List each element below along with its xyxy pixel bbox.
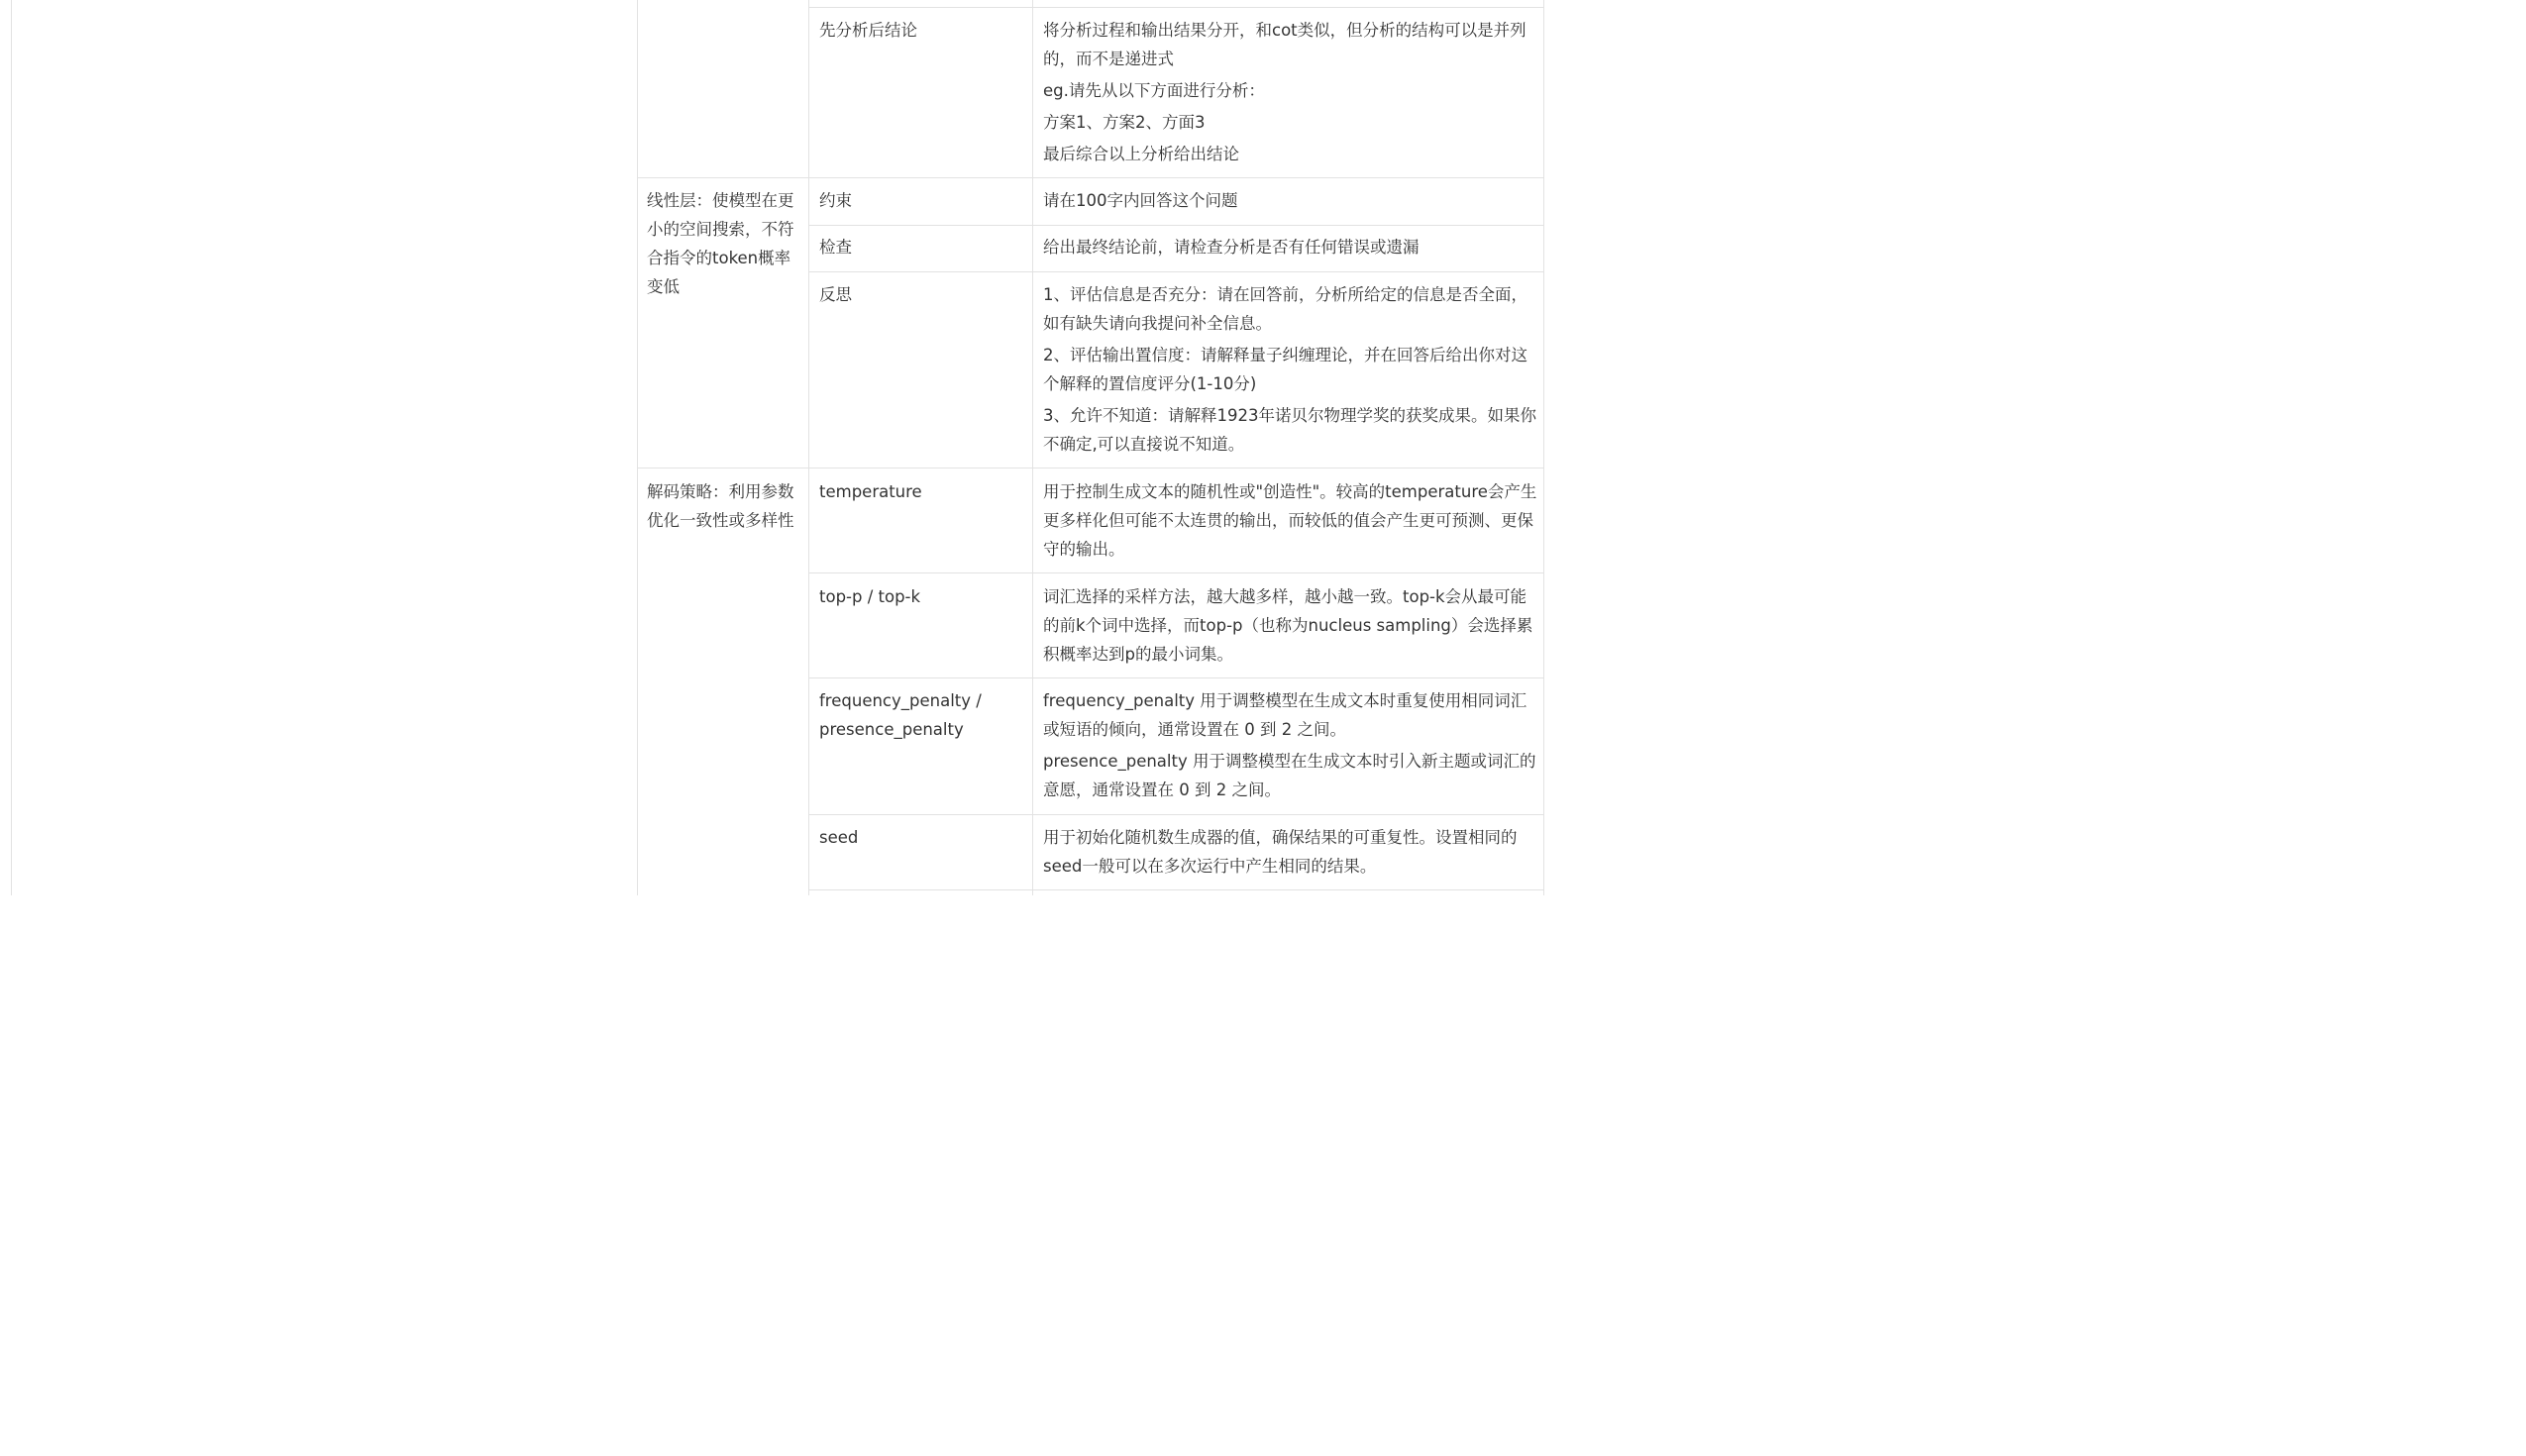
row-divider bbox=[808, 572, 1544, 573]
row-divider bbox=[808, 225, 1544, 226]
table-cell-method bbox=[819, 280, 1027, 309]
row-divider bbox=[808, 889, 1544, 890]
row-divider bbox=[808, 677, 1544, 678]
description-paragraph: 用于初始化随机数生成器的值，确保结果的可重复性。设置相同的seed一般可以在多次运行中产生相同的结果。 bbox=[1043, 828, 1518, 876]
table-cell-description bbox=[1043, 686, 1538, 804]
column-divider-category bbox=[637, 0, 638, 895]
table-cell-method bbox=[819, 16, 1027, 45]
table-cell-method bbox=[819, 686, 993, 744]
table-cell-method bbox=[819, 582, 1027, 611]
category-label: 解码策略：利用参数优化一致性或多样性 bbox=[647, 482, 794, 530]
method-label: temperature bbox=[819, 482, 922, 501]
table-cell-method bbox=[819, 186, 1027, 215]
description-paragraph: 词汇选择的采样方法，越大越多样，越小越一致。top-k会从最可能的前k个词中选择，而top-p（也称为nucleus sampling）会选择累积概率达到p的最小词集。 bbox=[1043, 587, 1533, 664]
table-cell-description bbox=[1043, 233, 1538, 261]
table-cell-category bbox=[647, 186, 805, 301]
column-divider-description bbox=[1032, 0, 1033, 895]
method-label: top-p / top-k bbox=[819, 587, 921, 606]
row-divider bbox=[637, 177, 1544, 178]
description-paragraph: 1、评估信息是否充分：请在回答前，分析所给定的信息是否全面，如有缺失请向我提问补全信息。 bbox=[1043, 285, 1527, 333]
method-label: 检查 bbox=[819, 238, 852, 257]
description-paragraph: 给出最终结论前，请检查分析是否有任何错误或遗漏 bbox=[1043, 238, 1420, 257]
row-divider bbox=[808, 7, 1544, 8]
description-paragraph: 将分析过程和输出结果分开，和cot类似，但分析的结构可以是并列的，而不是递进式 bbox=[1043, 21, 1526, 68]
table-cell-description bbox=[1043, 582, 1538, 669]
description-paragraph: eg.请先从以下方面进行分析： bbox=[1043, 81, 1265, 100]
row-divider bbox=[808, 814, 1544, 815]
description-paragraph: 3、允许不知道：请解释1923年诺贝尔物理学奖的获奖成果。如果你不确定,可以直接说不知道。 bbox=[1043, 406, 1536, 454]
table-cell-method bbox=[819, 823, 1027, 852]
method-label: seed bbox=[819, 828, 859, 847]
table-cell-description bbox=[1043, 16, 1538, 168]
table-cell-method bbox=[819, 233, 1027, 261]
description-paragraph: 方案1、方案2、方面3 bbox=[1043, 113, 1206, 132]
table-cell-category bbox=[647, 477, 805, 535]
table-cell-description bbox=[1043, 186, 1538, 215]
table-cell-description bbox=[1043, 823, 1538, 881]
prompt-techniques-table bbox=[0, 0, 1547, 895]
description-paragraph: 2、评估输出置信度：请解释量子纠缠理论，并在回答后给出你对这个解释的置信度评分(1-10分) bbox=[1043, 346, 1527, 393]
table-cell-method bbox=[819, 477, 1027, 506]
method-label: frequency_penalty / presence_penalty bbox=[819, 691, 982, 739]
description-paragraph: presence_penalty 用于调整模型在生成文本时引入新主题或词汇的意愿，通常设置在 0 到 2 之间。 bbox=[1043, 752, 1536, 799]
description-paragraph: frequency_penalty 用于调整模型在生成文本时重复使用相同词汇或短语的倾向，通常设置在 0 到 2 之间。 bbox=[1043, 691, 1527, 739]
description-paragraph: 请在100字内回答这个问题 bbox=[1043, 191, 1238, 210]
method-label: 约束 bbox=[819, 191, 852, 210]
column-divider-method bbox=[808, 0, 809, 895]
table-cell-description bbox=[1043, 280, 1538, 459]
table-cell-description bbox=[1043, 477, 1538, 564]
method-label: 反思 bbox=[819, 285, 852, 304]
category-label: 线性层：使模型在更小的空间搜索，不符合指令的token概率变低 bbox=[647, 191, 794, 296]
row-divider bbox=[808, 271, 1544, 272]
table-border-right bbox=[1543, 0, 1544, 895]
table-border-left bbox=[11, 0, 12, 895]
description-paragraph: 用于控制生成文本的随机性或"创造性"。较高的temperature会产生更多样化但可能不太连贯的输出，而较低的值会产生更可预测、更保守的输出。 bbox=[1043, 482, 1537, 559]
method-label: 先分析后结论 bbox=[819, 21, 917, 40]
description-paragraph: 最后综合以上分析给出结论 bbox=[1043, 145, 1239, 163]
